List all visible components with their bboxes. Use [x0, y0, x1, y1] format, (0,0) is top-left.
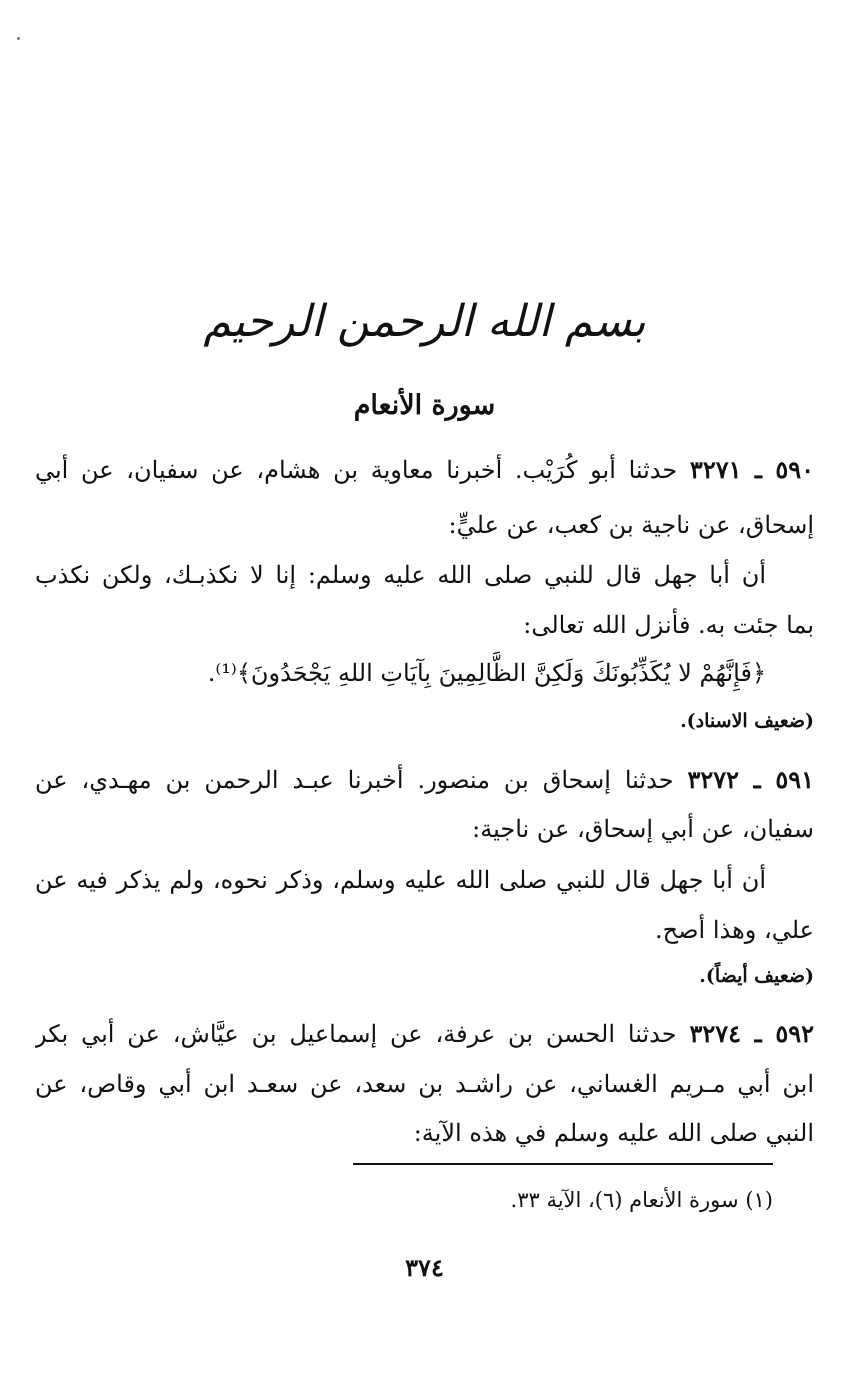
basmala-calligraphy: بسم الله الرحمن الرحيم: [203, 296, 646, 347]
hadith-text: حدثنا الحسن بن عرفة، عن إسماعيل بن عيَّاش، عن أبي بكر: [35, 1020, 677, 1048]
hadith-591-line-1: [35, 757, 814, 803]
hadith-591-line-2: سفيان، عن أبي إسحاق، عن ناجية:: [472, 815, 814, 843]
hadith-590-line-2: إسحاق، عن ناجية بن كعب، عن عليٍّ:: [448, 511, 814, 539]
surah-title: سورة الأنعام: [353, 390, 496, 421]
hadith-592-line-3: النبي صلى الله عليه وسلم في هذه الآية:: [413, 1119, 814, 1147]
hadith-590-line-4: بما جئت به. فأنزل الله تعالى:: [523, 611, 814, 639]
scan-speck: [17, 37, 20, 40]
hadith-text: حدثنا أبو كُرَيْب. أخبرنا معاوية بن هشام، عن سفيان، عن أبي: [35, 456, 678, 484]
footnote-marker: (١): [745, 1188, 773, 1212]
hadith-591-line-4: علي، وهذا أصح.: [655, 916, 814, 944]
hadith-number: ٥٩٢ ـ ٣٢٧٤: [689, 1019, 814, 1048]
hadith-590-line-1: [35, 447, 814, 493]
footnote-text: سورة الأنعام (٦)، الآية ٣٣.: [510, 1188, 739, 1212]
hadith-590-grade: (ضعيف الاسناد).: [680, 710, 814, 732]
hadith-592-line-2: ابن أبي مـريم الغساني، عن راشـد بن سعد، عن سعـد ابن أبي وقاص، عن: [35, 1070, 814, 1098]
hadith-text: حدثنا إسحاق بن منصور. أخبرنا عبـد الرحمن بن مهـدي، عن: [35, 766, 674, 794]
hadith-number: ٥٩٠ ـ ٣٢٧١: [689, 455, 814, 484]
quran-verse: ﴿فَإِنَّهُمْ لا يُكَذِّبُونَكَ وَلَكِنَّ الظَّالِمِينَ بِآيَاتِ اللهِ يَجْحَدُونَ﴾⁽¹⁾.: [207, 659, 766, 687]
page-number: ٣٧٤: [405, 1253, 444, 1282]
hadith-590-line-3: أن أبا جهل قال للنبي صلى الله عليه وسلم: إنا لا نكذبـك، ولكن نكذب: [35, 561, 766, 589]
footnote-divider: [353, 1163, 773, 1165]
hadith-591-grade: (ضعيف أيضاً).: [699, 965, 814, 987]
hadith-number: ٥٩١ ـ ٣٢٧٢: [687, 765, 814, 794]
hadith-591-line-3: أن أبا جهل قال للنبي صلى الله عليه وسلم، وذكر نحوه، ولم يذكر فيه عن: [35, 866, 766, 894]
hadith-592-line-1: [35, 1011, 814, 1057]
footnote: [35, 1180, 773, 1220]
